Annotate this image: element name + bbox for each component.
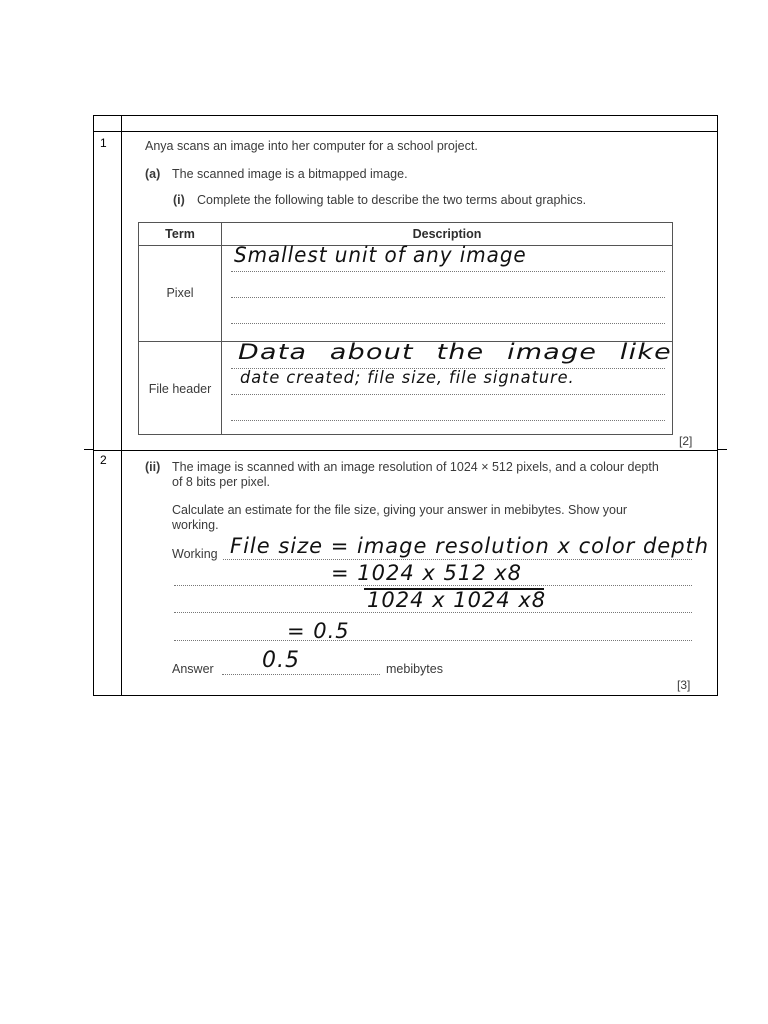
working-line: [174, 585, 692, 586]
working-line: [174, 640, 692, 641]
q1-stem: Anya scans an image into her computer for a school project.: [145, 139, 478, 153]
working-label: Working: [172, 547, 218, 561]
part-i-label: (i): [173, 193, 185, 207]
margin-tick-right: [718, 449, 727, 450]
answer-unit: mebibytes: [386, 662, 443, 676]
part-a-label: (a): [145, 167, 161, 181]
q2-line-2: of 8 bits per pixel.: [172, 475, 270, 489]
terms-table: [138, 222, 673, 435]
handwritten-working-1: File size = image resolution x color depth: [230, 534, 710, 558]
question-number-1: 1: [100, 136, 107, 150]
handwritten-working-3: 1024 x 1024 x8: [367, 588, 547, 612]
question-number-2: 2: [100, 453, 107, 467]
part-a-text: The scanned image is a bitmapped image.: [172, 167, 408, 181]
question-divider-line: [94, 450, 717, 451]
q1-marks: [2]: [679, 434, 693, 448]
term-file-header: File header: [148, 382, 212, 396]
answer-line: [231, 271, 665, 272]
margin-tick-left: [84, 449, 93, 450]
part-i-text: Complete the following table to describe the two terms about graphics.: [197, 193, 587, 207]
answer-line: [231, 420, 665, 421]
part-ii-label: (ii): [145, 460, 161, 474]
answer-line: [231, 394, 665, 395]
working-line: [223, 559, 692, 560]
q2-marks: [3]: [677, 678, 691, 692]
number-column-divider: [121, 116, 122, 695]
answer-line: [231, 297, 665, 298]
handwritten-file-header-answer-2: date created; file size, file signature.: [240, 368, 575, 388]
working-line: [174, 612, 692, 613]
handwritten-file-header-answer-1: Data about the image like: [238, 340, 672, 364]
handwritten-working-4: = 0.5: [287, 619, 350, 643]
table-header-term: Term: [165, 227, 195, 241]
handwritten-pixel-answer: Smallest unit of any image: [234, 243, 527, 267]
table-header-description: Description: [412, 227, 482, 241]
handwritten-working-2: = 1024 x 512 x8: [331, 561, 523, 585]
handwritten-answer: 0.5: [262, 648, 300, 673]
q2-line-3: Calculate an estimate for the file size, giving your answer in mebibytes. Show your: [172, 503, 628, 517]
header-row-line: [94, 131, 717, 132]
question-frame: [93, 115, 718, 696]
table-column-divider: [221, 223, 222, 434]
q2-line-1: The image is scanned with an image resolution of 1024 × 512 pixels, and a colour depth: [172, 460, 659, 474]
answer-line: [231, 323, 665, 324]
q2-line-4: working.: [172, 518, 219, 532]
term-pixel: Pixel: [166, 286, 194, 300]
answer-line: [222, 674, 380, 675]
answer-label: Answer: [172, 662, 214, 676]
